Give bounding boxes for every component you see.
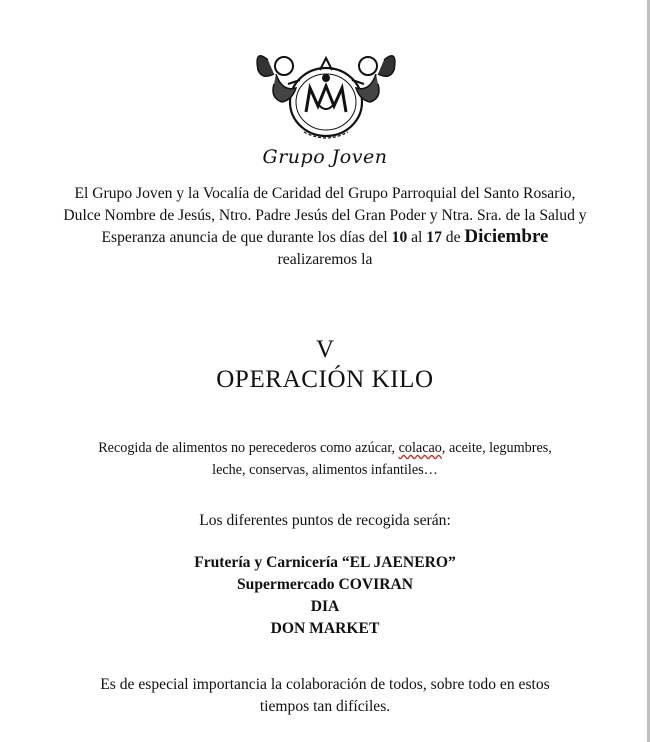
intro-text-part2: realizaremos la xyxy=(277,250,373,268)
collection-text-after: , aceite, legumbres, leche, conservas, alimentos infantiles… xyxy=(212,440,552,478)
start-day: 10 xyxy=(391,229,408,246)
collection-point-item: DIA xyxy=(310,598,340,615)
intro-de: de xyxy=(441,229,465,246)
cherub-emblem-icon xyxy=(248,40,404,152)
intro-text-part1: El Grupo Joven y la Vocalía de Caridad del Grupo Parroquial del Santo Rosario, Dulce Nombre de Jesús, Ntro. Padre Jesús del Gran Poder y Ntra. Sra. de la Salud y Esperanza anuncia de que durante los días del xyxy=(63,185,587,246)
edition-numeral: V xyxy=(315,336,335,363)
collection-points-intro: Los diferentes puntos de recogida serán: xyxy=(199,512,451,529)
collection-point-item: Frutería y Carnicería “EL JAENERO” xyxy=(194,554,456,571)
collection-highlight-word: colacao xyxy=(398,440,442,456)
end-day: 17 xyxy=(426,229,442,246)
collection-text-before: Recogida de alimentos no perecederos como azúcar, xyxy=(98,440,399,456)
group-name-heading: Grupo Joven xyxy=(262,146,388,168)
collection-point-item: DON MARKET xyxy=(270,620,380,637)
intro-al: al xyxy=(407,229,427,246)
collection-point-item: Supermercado COVIRAN xyxy=(236,576,413,593)
month-name: Diciembre xyxy=(464,226,549,247)
intro-paragraph xyxy=(60,183,590,270)
closing-paragraph: Es de especial importancia la colaboración de todos, sobre todo en estos tiempos tan difíciles. xyxy=(100,676,550,715)
collection-paragraph xyxy=(90,437,560,481)
event-title: OPERACIÓN KILO xyxy=(216,366,434,393)
collection-points-list xyxy=(0,552,650,640)
